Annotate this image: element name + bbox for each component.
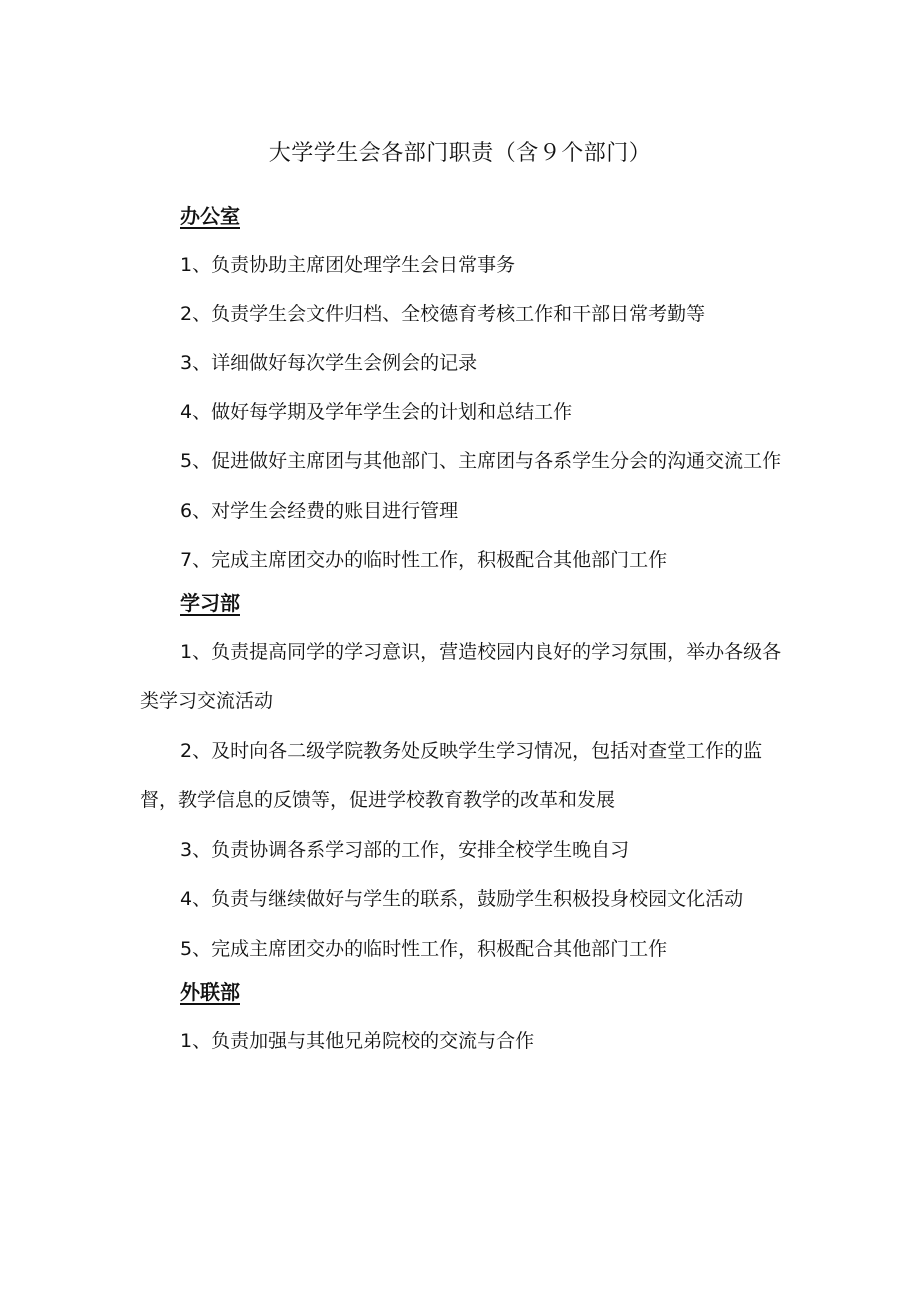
document-body bbox=[140, 202, 790, 1076]
list-item: 3、负责协调各系学习部的工作，安排全校学生晚自习 bbox=[180, 839, 630, 861]
list-item: 7、完成主席团交办的临时性工作，积极配合其他部门工作 bbox=[180, 549, 668, 571]
list-item: 2、及时向各二级学院教务处反映学生学习情况，包括对查堂工作的监督，教学信息的反馈等，促进学校教育教学的改革和发展 bbox=[140, 740, 763, 811]
document-title: 大学学生会各部门职责（含９个部门） bbox=[268, 141, 652, 166]
list-item: 6、对学生会经费的账目进行管理 bbox=[180, 500, 459, 522]
list-item: 5、完成主席团交办的临时性工作，积极配合其他部门工作 bbox=[180, 938, 668, 960]
list-item: 4、负责与继续做好与学生的联系，鼓励学生积极投身校园文化活动 bbox=[180, 888, 744, 910]
list-item: 1、负责协助主席团处理学生会日常事务 bbox=[180, 254, 516, 276]
list-item: 3、详细做好每次学生会例会的记录 bbox=[180, 352, 478, 374]
list-item: 5、促进做好主席团与其他部门、主席团与各系学生分会的沟通交流工作 bbox=[180, 450, 782, 472]
section-heading-study: 学习部 bbox=[180, 591, 240, 615]
section-heading-external: 外联部 bbox=[180, 980, 240, 1004]
section-heading-office: 办公室 bbox=[180, 204, 240, 228]
list-item: 1、负责加强与其他兄弟院校的交流与合作 bbox=[180, 1030, 535, 1052]
list-item: 2、负责学生会文件归档、全校德育考核工作和干部日常考勤等 bbox=[180, 303, 706, 325]
list-item: 1、负责提高同学的学习意识，营造校园内良好的学习氛围，举办各级各类学习交流活动 bbox=[140, 641, 782, 712]
list-item: 4、做好每学期及学年学生会的计划和总结工作 bbox=[180, 401, 573, 423]
